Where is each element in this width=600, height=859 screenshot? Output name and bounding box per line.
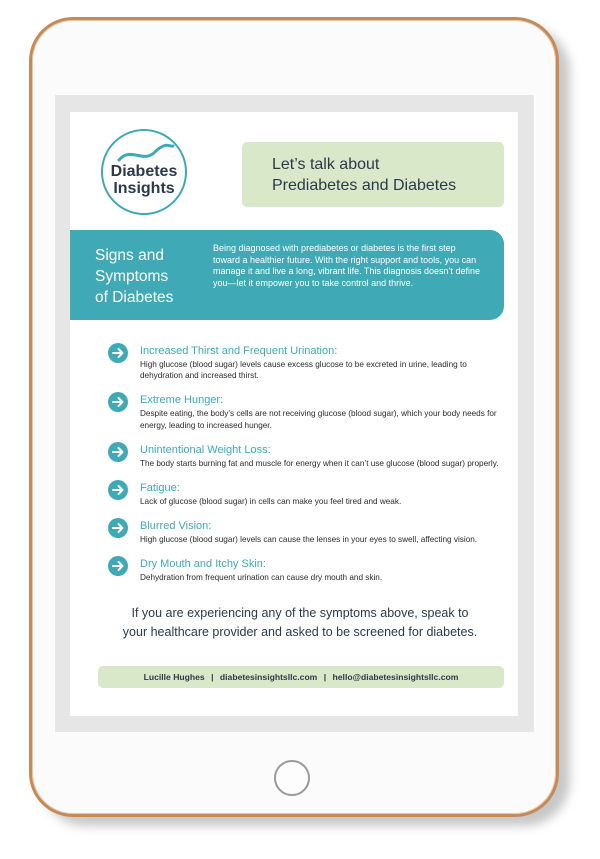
page-title-line2: Prediabetes and Diabetes: [272, 177, 457, 194]
list-item: [108, 555, 500, 583]
symptom-title: Blurred Vision:: [140, 520, 212, 533]
symptom-description: Lack of glucose (blood sugar) in cells can make you feel tired and weak.: [140, 497, 402, 507]
arrow-right-circle-icon: [108, 480, 128, 500]
arrow-right-circle-icon: [108, 442, 128, 462]
arrow-right-circle-icon: [108, 392, 128, 412]
banner-heading-line3: of Diabetes: [95, 289, 174, 306]
symptom-title: Dry Mouth and Itchy Skin:: [140, 558, 266, 571]
list-item: [108, 517, 500, 545]
symptom-description: High glucose (blood sugar) levels can cause the lenses in your eyes to swell, affecting vision.: [140, 535, 478, 545]
list-item: [108, 441, 500, 469]
logo-text-line2: Insights: [113, 180, 175, 197]
symptom-description: Despite eating, the body’s cells are not receiving glucose (blood sugar), which your body needs for energy, leading to increased hunger.: [140, 409, 497, 430]
list-item: [108, 479, 500, 507]
home-button-icon[interactable]: [274, 760, 310, 796]
symptom-title: Extreme Hunger:: [140, 394, 224, 407]
logo-text-line1: Diabetes: [110, 163, 178, 180]
symptom-title: Increased Thirst and Frequent Urination:: [140, 345, 338, 357]
diabetes-insights-logo: [101, 129, 187, 215]
cta-line1: If you are experiencing any of the symptoms above, speak to: [131, 606, 469, 620]
list-item: [108, 342, 500, 381]
banner-heading: [95, 245, 205, 308]
contact-footer: [98, 666, 504, 688]
arrow-right-circle-icon: [108, 556, 128, 576]
arrow-right-circle-icon: [108, 518, 128, 538]
signs-banner: [70, 230, 504, 320]
symptom-description: Dehydration from frequent urination can cause dry mouth and skin.: [140, 573, 383, 583]
banner-heading-line2: Symptoms: [95, 268, 169, 285]
list-item: [108, 391, 500, 430]
page-title-line1: Let’s talk about: [272, 156, 380, 173]
call-to-action: [90, 604, 510, 642]
footer-separator: |: [211, 672, 214, 682]
symptom-title: Unintentional Weight Loss:: [140, 443, 271, 456]
cta-line2: your healthcare provider and asked to be screened for diabetes.: [122, 625, 478, 639]
footer-separator: |: [323, 672, 327, 682]
banner-heading-line1: Signs and: [95, 247, 164, 264]
symptom-description: High glucose (blood sugar) levels cause excess glucose to be excreted in urine, leading to dehydration and increased thirst.: [140, 360, 467, 381]
banner-intro-text: Being diagnosed with prediabetes or diabetes is the first step toward a healthier future. With the right support and tools, you can manage it and live a long, vibrant life. This diagnosis doesn’t define you—let it empower you to take control and thrive.: [213, 243, 480, 288]
page-title: [242, 142, 504, 207]
symptom-description: The body starts burning fat and muscle for energy when it can’t use glucose (blood sugar) properly.: [140, 458, 499, 468]
arrow-right-circle-icon: [108, 343, 128, 363]
symptom-list: [108, 342, 500, 584]
logo-wave-icon: [117, 142, 175, 164]
website-link[interactable]: diabetesinsightsllc.com: [219, 672, 318, 682]
author-name: Lucille Hughes: [143, 672, 205, 682]
document-page: [70, 112, 518, 716]
symptom-title: Fatigue:: [140, 482, 180, 495]
email-link[interactable]: hello@diabetesinsightsllc.com: [332, 672, 459, 682]
